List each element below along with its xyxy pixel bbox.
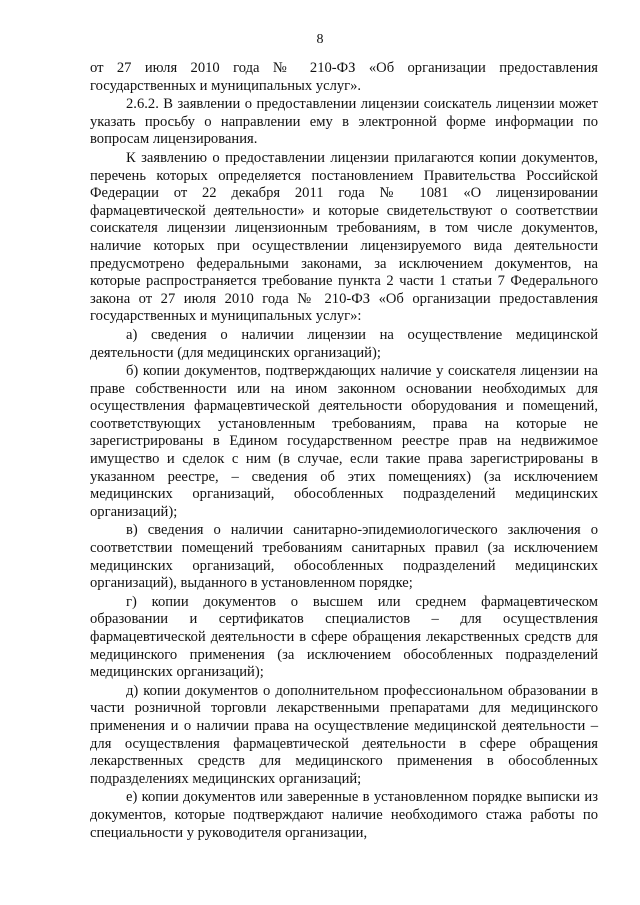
list-item-a: а) сведения о наличии лицензии на осуществление медицинской деятельности (для медицинских организаций); [90,326,598,361]
list-item-b: б) копии документов, подтверждающих наличие у соискателя лицензии на праве собственности или на ином законном основании необходимых для осуществления фармацевтической деятельности оборудования и помещений, соответствующих установленным требованиям, права на которые не зарегистрированы в Едином государственном реестре прав на недвижимое имущество и сделок с ним (в случае, если такие права зарегистрированы в указанном реестре, – сведения об этих помещениях) (за исключением медицинских организаций, обособленных подразделений медицинских организаций); [90,363,598,520]
list-item-v: в) сведения о наличии санитарно-эпидемиологического заключения о соответствии помещений требованиям санитарных правил (за исключением медицинских организаций, обособленных подразделений медицинских организаций), выданного в установленном порядке; [90,522,598,592]
document-body [90,60,598,842]
paragraph-continuation: от 27 июля 2010 года № 210-ФЗ «Об организации предоставления государственных и муниципальных услуг». [90,60,598,94]
page-number: 8 [316,32,324,47]
list-item-e: е) копии документов или заверенные в установленном порядке выписки из документов, которые подтверждают наличие необходимого стажа работы по специальности у руководителя организации, [90,789,598,841]
paragraph-attachments: К заявлению о предоставлении лицензии прилагаются копии документов, перечень которых определяется постановлением Правительства Российской Федерации от 22 декабря 2011 года № 1081 «О лицензировании фармацевтической деятельности» и которые свидетельствуют о соответствии соискателя лицензии лицензионным требованиям, в том числе документов, наличие которых при осуществлении лицензируемого вида деятельности предусмотрено федеральными законами, за исключением документов, на которые распространяется требование пункта 2 части 1 статьи 7 Федерального закона от 27 июля 2010 года № 210-ФЗ «Об организации предоставления государственных и муниципальных услуг»: [90,149,598,325]
list-item-g: г) копии документов о высшем или среднем фармацевтическом образовании и сертификатов специалистов – для осуществления фармацевтической деятельности в сфере обращения лекарственных средств для медицинского применения (за исключением обособленных подразделений медицинских организаций); [90,593,598,681]
paragraph-2-6-2: 2.6.2. В заявлении о предоставлении лицензии соискатель лицензии может указать просьбу о направлении ему в электронной форме информации по вопросам лицензирования. [90,96,598,148]
list-item-d: д) копии документов о дополнительном профессиональном образовании в части розничной торговли лекарственными препаратами для медицинского применения и о наличии права на осуществление медицинской деятельности – для осуществления фармацевтической деятельности в сфере обращения лекарственных средств для медицинского применения в обособленных подразделениях медицинских организаций; [90,682,598,787]
